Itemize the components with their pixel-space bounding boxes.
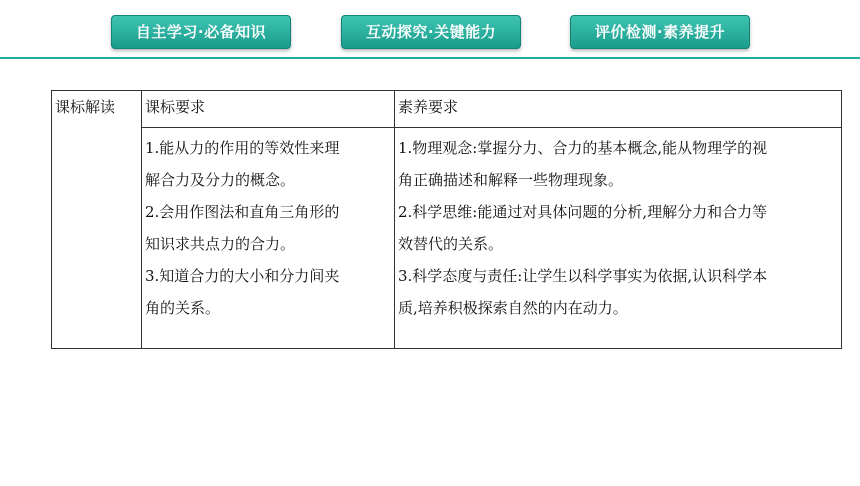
literacy-line: 质,培养积极探索自然的内在动力。 bbox=[398, 299, 628, 317]
literacy-line: 效替代的关系。 bbox=[398, 235, 504, 253]
table-body-row bbox=[52, 128, 842, 349]
requirement-line: 3.知道合力的大小和分力间夹 bbox=[145, 267, 340, 285]
tab-evaluation[interactable]: 评价检测·素养提升 bbox=[570, 15, 750, 49]
requirement-line: 知识求共点力的合力。 bbox=[145, 235, 296, 253]
table-header-row bbox=[52, 91, 842, 128]
literacy-line: 角正确描述和解释一些物理现象。 bbox=[398, 171, 624, 189]
tab-interactive-inquiry[interactable]: 互动探究·关键能力 bbox=[341, 15, 521, 49]
literacy-line: 3.科学态度与责任:让学生以科学事实为依据,认识科学本 bbox=[398, 267, 768, 285]
literacy-line: 2.科学思维:能通过对具体问题的分析,理解分力和合力等 bbox=[398, 203, 768, 221]
section-label: 课标解读 bbox=[55, 98, 116, 116]
requirement-line: 角的关系。 bbox=[145, 299, 221, 317]
col2-header: 素养要求 bbox=[395, 91, 842, 128]
requirement-line: 解合力及分力的概念。 bbox=[145, 171, 296, 189]
section-label-cell bbox=[52, 91, 142, 349]
header-divider bbox=[0, 57, 860, 59]
curriculum-requirements-cell bbox=[142, 128, 395, 349]
col1-header: 课标要求 bbox=[142, 91, 395, 128]
requirement-line: 1.能从力的作用的等效性来理 bbox=[145, 139, 340, 157]
curriculum-table bbox=[51, 90, 842, 349]
tab-self-study[interactable]: 自主学习·必备知识 bbox=[111, 15, 291, 49]
literacy-line: 1.物理观念:掌握分力、合力的基本概念,能从物理学的视 bbox=[398, 139, 768, 157]
requirement-line: 2.会用作图法和直角三角形的 bbox=[145, 203, 340, 221]
section-nav bbox=[0, 15, 860, 49]
literacy-requirements-cell bbox=[395, 128, 842, 349]
